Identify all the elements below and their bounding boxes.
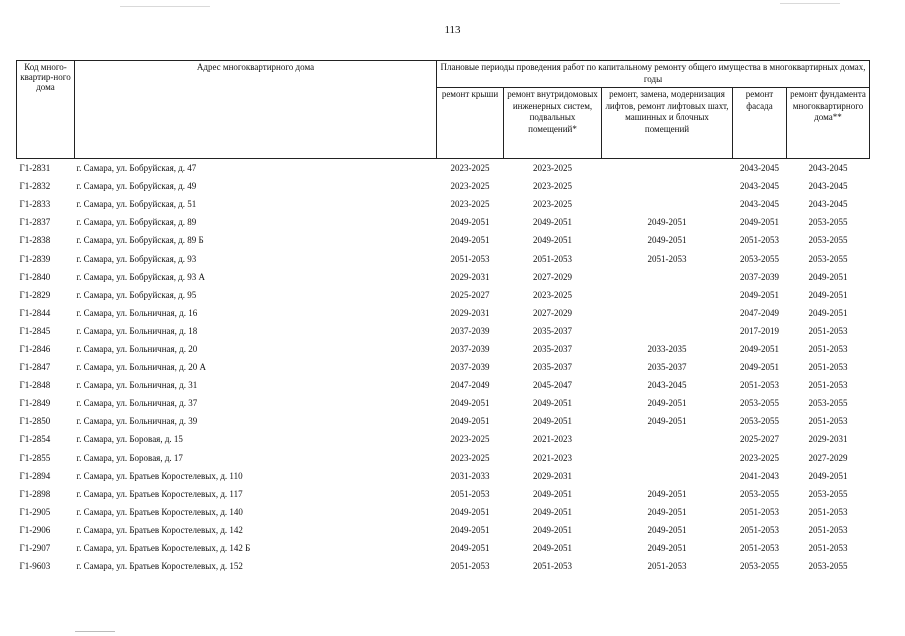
- roof-period: 2049-2051: [450, 217, 490, 228]
- table-row: [17, 449, 870, 467]
- facade-period: 2049-2051: [740, 217, 779, 228]
- house-address: г. Самара, ул. Больничная, д. 20 А: [76, 362, 206, 373]
- facade-period: 2049-2051: [740, 343, 779, 354]
- house-code: Г1-2855: [19, 452, 51, 463]
- foundation-period: 2049-2051: [808, 271, 848, 282]
- elevator-period: 2049-2051: [647, 235, 687, 246]
- house-code: Г1-2839: [19, 253, 51, 264]
- elevator-period: [602, 195, 733, 213]
- roof-period: 2023-2025: [450, 181, 490, 192]
- engineering-period: 2021-2023: [533, 434, 572, 445]
- house-address: г. Самара, ул. Больничная, д. 39: [76, 416, 198, 427]
- elevator-period: [602, 449, 733, 467]
- table-row: [17, 503, 870, 521]
- engineering-period: 2027-2029: [533, 307, 572, 318]
- header-facade: ремонт фасада: [733, 88, 787, 159]
- table-header: [17, 61, 870, 159]
- house-code: Г1-2844: [19, 307, 51, 318]
- repair-schedule-table: [16, 60, 870, 575]
- engineering-period: 2023-2025: [533, 199, 572, 210]
- roof-period: 2029-2031: [450, 271, 490, 282]
- table-row: [17, 322, 870, 340]
- house-code: Г1-2832: [19, 181, 51, 192]
- house-code: Г1-2849: [19, 398, 51, 409]
- foundation-period: 2053-2055: [808, 253, 848, 264]
- roof-period: 2029-2031: [450, 307, 490, 318]
- elevator-period: [602, 467, 733, 485]
- engineering-period: 2049-2051: [533, 235, 572, 246]
- foundation-period: 2053-2055: [808, 235, 848, 246]
- header-elevators: ремонт, замена, модернизация лифтов, ремонт лифтовых шахт, машинных и блочных помещений: [602, 88, 733, 159]
- elevator-period: 2051-2053: [647, 253, 687, 264]
- house-code: Г1-2840: [19, 271, 51, 282]
- facade-period: 2051-2053: [740, 235, 779, 246]
- house-address: г. Самара, ул. Больничная, д. 16: [76, 307, 198, 318]
- engineering-period: 2051-2053: [533, 253, 572, 264]
- facade-period: 2053-2055: [740, 398, 779, 409]
- house-code: Г1-9603: [19, 561, 51, 572]
- facade-period: 2023-2025: [740, 452, 779, 463]
- table-row: [17, 213, 870, 231]
- elevator-period: 2049-2051: [647, 217, 687, 228]
- table-row: [17, 249, 870, 267]
- scan-artifact: [120, 6, 210, 7]
- house-address: г. Самара, ул. Больничная, д. 20: [76, 343, 198, 354]
- roof-period: 2031-2033: [450, 470, 490, 481]
- engineering-period: 2023-2025: [533, 163, 572, 174]
- engineering-period: 2049-2051: [533, 488, 572, 499]
- engineering-period: 2035-2037: [533, 362, 572, 373]
- house-code: Г1-2837: [19, 217, 51, 228]
- header-foundation: ремонт фундамента многоквартирного дома**: [787, 88, 870, 159]
- elevator-period: 2043-2045: [647, 380, 687, 391]
- foundation-period: 2051-2053: [808, 416, 848, 427]
- house-address: г. Самара, ул. Бобруйская, д. 93 А: [76, 271, 206, 282]
- elevator-period: 2049-2051: [647, 543, 687, 554]
- table-row: [17, 159, 870, 178]
- roof-period: 2049-2051: [450, 416, 490, 427]
- engineering-period: 2023-2025: [533, 289, 572, 300]
- facade-period: 2037-2039: [740, 271, 779, 282]
- house-code: Г1-2848: [19, 380, 51, 391]
- engineering-period: 2035-2037: [533, 343, 572, 354]
- roof-period: 2049-2051: [450, 235, 490, 246]
- table-row: [17, 286, 870, 304]
- table-row: [17, 394, 870, 412]
- house-address: г. Самара, ул. Больничная, д. 37: [76, 398, 198, 409]
- house-address: г. Самара, ул. Братьев Коростелевых, д. 117: [76, 488, 243, 499]
- house-code: Г1-2831: [19, 163, 51, 174]
- foundation-period: 2051-2053: [808, 325, 848, 336]
- house-code: Г1-2894: [19, 470, 51, 481]
- engineering-period: 2045-2047: [533, 380, 572, 391]
- elevator-period: 2049-2051: [647, 506, 687, 517]
- foundation-period: 2043-2045: [808, 199, 848, 210]
- facade-period: 2041-2043: [740, 470, 779, 481]
- table-row: [17, 485, 870, 503]
- roof-period: 2023-2025: [450, 163, 490, 174]
- engineering-period: 2027-2029: [533, 271, 572, 282]
- footer-rule: [75, 631, 115, 632]
- table-row: [17, 412, 870, 430]
- house-address: г. Самара, ул. Братьев Коростелевых, д. 152: [76, 561, 243, 572]
- engineering-period: 2029-2031: [533, 470, 572, 481]
- elevator-period: 2049-2051: [647, 488, 687, 499]
- engineering-period: 2021-2023: [533, 452, 572, 463]
- facade-period: 2051-2053: [740, 524, 779, 535]
- table-row: [17, 539, 870, 557]
- facade-period: 2043-2045: [740, 163, 779, 174]
- roof-period: 2049-2051: [450, 524, 490, 535]
- house-address: г. Самара, ул. Бобруйская, д. 47: [76, 163, 197, 174]
- elevator-period: [602, 159, 733, 178]
- facade-period: 2053-2055: [740, 488, 779, 499]
- foundation-period: 2051-2053: [808, 343, 848, 354]
- roof-period: 2037-2039: [450, 362, 490, 373]
- foundation-period: 2051-2053: [808, 506, 848, 517]
- house-address: г. Самара, ул. Больничная, д. 31: [76, 380, 198, 391]
- roof-period: 2051-2053: [450, 488, 490, 499]
- table-row: [17, 268, 870, 286]
- foundation-period: 2027-2029: [808, 452, 848, 463]
- house-code: Г1-2829: [19, 289, 51, 300]
- page-number: 113: [444, 24, 461, 36]
- house-code: Г1-2845: [19, 325, 51, 336]
- house-address: г. Самара, ул. Бобруйская, д. 49: [76, 181, 197, 192]
- house-code: Г1-2847: [19, 362, 51, 373]
- elevator-period: [602, 177, 733, 195]
- house-address: г. Самара, ул. Братьев Коростелевых, д. 110: [76, 470, 243, 481]
- roof-period: 2047-2049: [450, 380, 490, 391]
- header-address: Адрес многоквартирного дома: [75, 61, 437, 159]
- engineering-period: 2049-2051: [533, 506, 572, 517]
- elevator-period: 2051-2053: [647, 561, 687, 572]
- table-row: [17, 340, 870, 358]
- facade-period: 2047-2049: [740, 307, 779, 318]
- header-code: Код много-квартир-ного дома: [17, 61, 75, 159]
- foundation-period: 2051-2053: [808, 380, 848, 391]
- engineering-period: 2049-2051: [533, 524, 572, 535]
- facade-period: 2051-2053: [740, 380, 779, 391]
- elevator-period: 2033-2035: [647, 343, 687, 354]
- house-address: г. Самара, ул. Бобруйская, д. 93: [76, 253, 197, 264]
- elevator-period: [602, 304, 733, 322]
- foundation-period: 2053-2055: [808, 561, 848, 572]
- facade-period: 2053-2055: [740, 561, 779, 572]
- roof-period: 2025-2027: [450, 289, 490, 300]
- house-address: г. Самара, ул. Бобруйская, д. 95: [76, 289, 197, 300]
- elevator-period: [602, 268, 733, 286]
- house-address: г. Самара, ул. Больничная, д. 18: [76, 325, 198, 336]
- table-row: [17, 195, 870, 213]
- roof-period: 2051-2053: [450, 561, 490, 572]
- roof-period: 2049-2051: [450, 506, 490, 517]
- foundation-period: 2051-2053: [808, 362, 848, 373]
- foundation-period: 2053-2055: [808, 398, 848, 409]
- foundation-period: 2049-2051: [808, 289, 848, 300]
- roof-period: 2023-2025: [450, 434, 490, 445]
- house-code: Г1-2850: [19, 416, 51, 427]
- facade-period: 2043-2045: [740, 199, 779, 210]
- house-address: г. Самара, ул. Бобруйская, д. 89 Б: [76, 235, 204, 246]
- engineering-period: 2023-2025: [533, 181, 572, 192]
- engineering-period: 2051-2053: [533, 561, 572, 572]
- table-row: [17, 467, 870, 485]
- engineering-period: 2049-2051: [533, 543, 572, 554]
- house-address: г. Самара, ул. Братьев Коростелевых, д. 142: [76, 524, 243, 535]
- table-row: [17, 430, 870, 448]
- table-row: [17, 231, 870, 249]
- foundation-period: 2029-2031: [808, 434, 848, 445]
- facade-period: 2049-2051: [740, 362, 779, 373]
- facade-period: 2051-2053: [740, 543, 779, 554]
- engineering-period: 2049-2051: [533, 416, 572, 427]
- foundation-period: 2053-2055: [808, 488, 848, 499]
- foundation-period: 2043-2045: [808, 181, 848, 192]
- house-code: Г1-2838: [19, 235, 51, 246]
- foundation-period: 2049-2051: [808, 307, 848, 318]
- foundation-period: 2043-2045: [808, 163, 848, 174]
- house-code: Г1-2907: [19, 543, 51, 554]
- house-address: г. Самара, ул. Боровая, д. 15: [76, 434, 183, 445]
- house-code: Г1-2906: [19, 524, 51, 535]
- table-row: [17, 376, 870, 394]
- house-code: Г1-2846: [19, 343, 51, 354]
- engineering-period: 2035-2037: [533, 325, 572, 336]
- elevator-period: 2049-2051: [647, 398, 687, 409]
- table-row: [17, 557, 870, 575]
- facade-period: 2017-2019: [740, 325, 779, 336]
- scan-artifact: [780, 3, 840, 4]
- header-roof: ремонт крыши: [437, 88, 504, 159]
- facade-period: 2043-2045: [740, 181, 779, 192]
- house-address: г. Самара, ул. Бобруйская, д. 51: [76, 199, 197, 210]
- elevator-period: [602, 322, 733, 340]
- table-row: [17, 304, 870, 322]
- roof-period: 2037-2039: [450, 343, 490, 354]
- house-address: г. Самара, ул. Братьев Коростелевых, д. 140: [76, 506, 243, 517]
- roof-period: 2051-2053: [450, 253, 490, 264]
- house-address: г. Самара, ул. Боровая, д. 17: [76, 452, 183, 463]
- table-row: [17, 358, 870, 376]
- elevator-period: 2035-2037: [647, 362, 687, 373]
- facade-period: 2053-2055: [740, 253, 779, 264]
- house-address: г. Самара, ул. Бобруйская, д. 89: [76, 217, 197, 228]
- elevator-period: [602, 286, 733, 304]
- roof-period: 2023-2025: [450, 452, 490, 463]
- roof-period: 2023-2025: [450, 199, 490, 210]
- facade-period: 2053-2055: [740, 416, 779, 427]
- table-row: [17, 521, 870, 539]
- foundation-period: 2051-2053: [808, 543, 848, 554]
- house-code: Г1-2898: [19, 488, 51, 499]
- foundation-period: 2051-2053: [808, 524, 848, 535]
- elevator-period: 2049-2051: [647, 524, 687, 535]
- foundation-period: 2053-2055: [808, 217, 848, 228]
- elevator-period: [602, 430, 733, 448]
- table-row: [17, 177, 870, 195]
- engineering-period: 2049-2051: [533, 398, 572, 409]
- roof-period: 2037-2039: [450, 325, 490, 336]
- engineering-period: 2049-2051: [533, 217, 572, 228]
- house-code: Г1-2854: [19, 434, 51, 445]
- facade-period: 2025-2027: [740, 434, 779, 445]
- header-periods: Плановые периоды проведения работ по капитальному ремонту общего имущества в многоквартирных домах, годы: [437, 61, 870, 88]
- house-code: Г1-2905: [19, 506, 51, 517]
- header-engineering: ремонт внутридомовых инженерных систем, подвальных помещений*: [504, 88, 602, 159]
- roof-period: 2049-2051: [450, 398, 490, 409]
- house-address: г. Самара, ул. Братьев Коростелевых, д. 142 Б: [76, 543, 251, 554]
- roof-period: 2049-2051: [450, 543, 490, 554]
- facade-period: 2051-2053: [740, 506, 779, 517]
- house-code: Г1-2833: [19, 199, 51, 210]
- facade-period: 2049-2051: [740, 289, 779, 300]
- elevator-period: 2049-2051: [647, 416, 687, 427]
- foundation-period: 2049-2051: [808, 470, 848, 481]
- table-body: [17, 159, 870, 576]
